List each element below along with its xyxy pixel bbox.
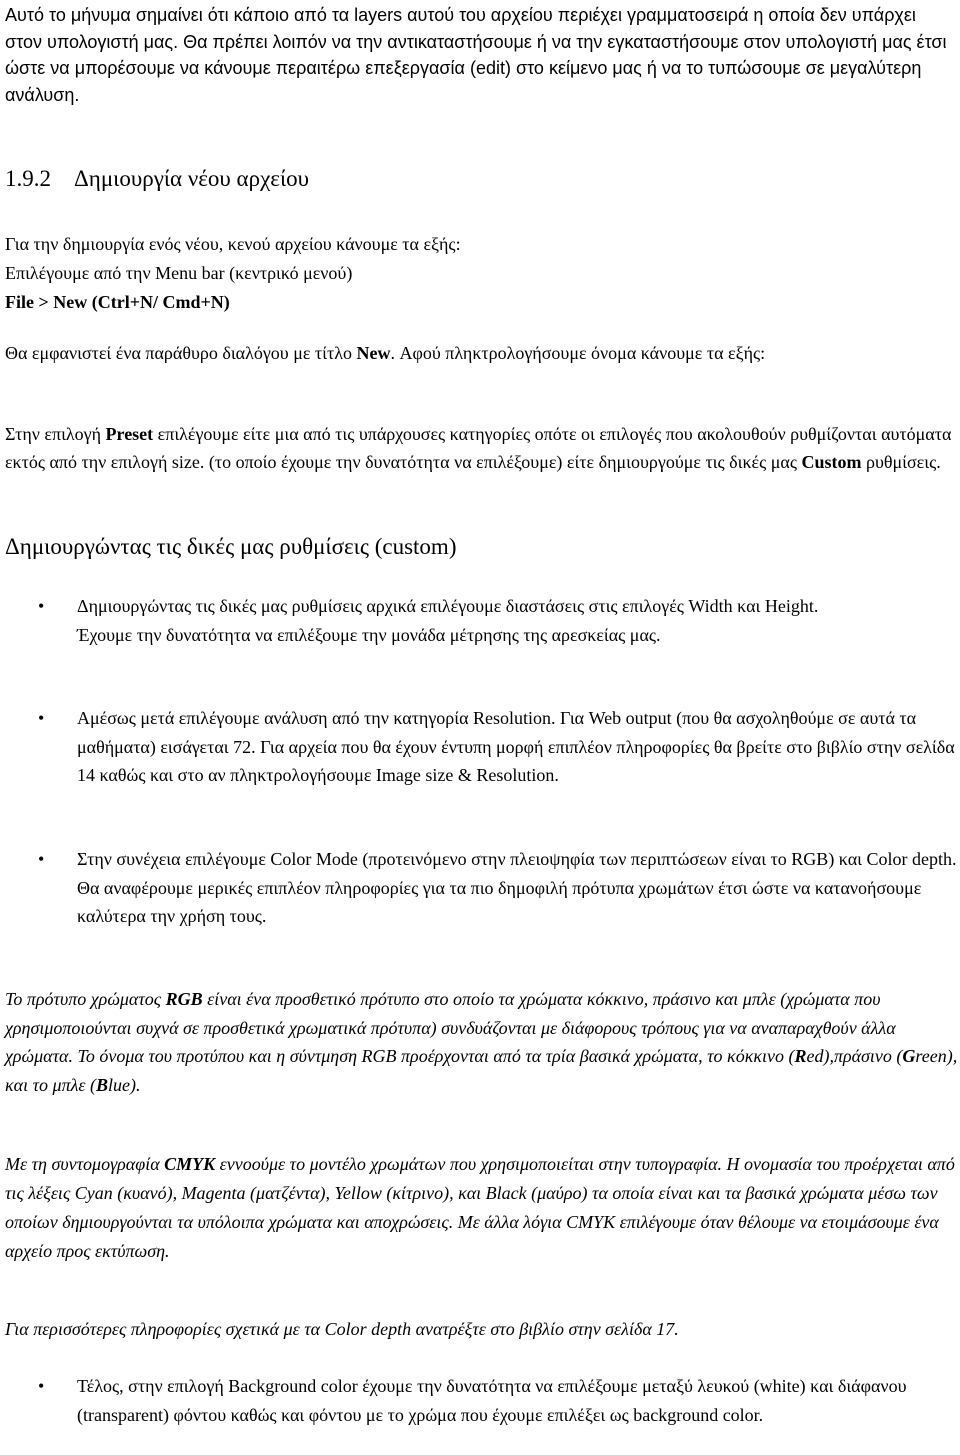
- section-number: 1.9.2: [5, 166, 51, 191]
- custom-keyword: Custom: [801, 451, 862, 472]
- preset-keyword: Preset: [105, 424, 154, 444]
- bullet-background-text: Τέλος, στην επιλογή Background color έχουμε την δυνατότητα να επιλέξουμε μεταξύ λευκού (white) και διάφανου (transparent) φόντου καθώς και φόντου με το χρώμα που έχουμε επιλέξει ως background color.: [77, 1376, 907, 1425]
- rgb-text-3: ed),πράσινο (: [806, 1046, 903, 1066]
- rgb-keyword: RGB: [165, 989, 203, 1009]
- bullet-color-mode-text: Στην συνέχεια επιλέγουμε Color Mode (προτεινόμενο στην πλειοψηφία των περιπτώσεων είναι το RGB) και Color depth.: [77, 849, 957, 869]
- rgb-letter-b: B: [95, 1074, 108, 1095]
- cmyk-text-1: Με τη συντομογραφία: [5, 1154, 165, 1174]
- bullet-dimensions-text: Δημιουργώντας τις δικές μας ρυθμίσεις αρχικά επιλέγουμε διαστάσεις στις επιλογές Width και Height.: [77, 596, 819, 616]
- dialog-paragraph: [5, 339, 960, 368]
- bullet-icon: •: [38, 708, 45, 728]
- cmyk-text-2: εννοούμε το μοντέλο χρωμάτων που χρησιμοποιείται στην τυπογραφία. Η ονομασία του προέρχεται από τις λέξεις Cyan (κυανό), Magenta (ματζέντα), Yellow (κίτρινο), και Black (μαύρο) τα οποία είναι και τα βασικά χρώματα μέσω των οποίων δημιουργούνται τα υπόλοιπα χρώματα και αποχρώσεις. Με άλλα λόγια CMYK επιλέγουμε όταν θέλουμε να ετοιμάσουμε ένα αρχείο προς εκτύπωση.: [5, 1154, 955, 1261]
- bullet-icon: •: [38, 849, 45, 869]
- preset-text-before: Στην επιλογή: [5, 424, 106, 444]
- section-heading: [5, 164, 309, 194]
- color-depth-note: Για περισσότερες πληροφορίες σχετικά με τα Color depth ανατρέξτε στο βιβλίο στην σελίδα 17.: [5, 1319, 679, 1339]
- custom-settings-heading: Δημιουργώντας τις δικές μας ρυθμίσεις (custom): [5, 534, 457, 559]
- steps-line-1: Για την δημιουργία ενός νέου, κενού αρχείου κάνουμε τα εξής:: [5, 234, 461, 254]
- dialog-text-before: Θα εμφανιστεί ένα παράθυρο διαλόγου με τίτλο: [5, 343, 357, 363]
- new-file-steps: [5, 230, 955, 317]
- cmyk-keyword: CMYK: [164, 1154, 216, 1174]
- preset-text-after: ρυθμίσεις.: [861, 451, 941, 472]
- bullet-icon: •: [38, 596, 45, 616]
- section-title: Δημιουργία νέου αρχείου: [74, 166, 310, 191]
- bullet-color-models-text: Θα αναφέρουμε μερικές επιπλέον πληροφορίες για τα πιο δημοφιλή πρότυπα χρωμάτων έτσι ώστε να κατανοήσουμε καλύτερα την χρήση τους.: [77, 877, 922, 926]
- rgb-text-5: lue).: [107, 1074, 141, 1095]
- rgb-paragraph: [5, 985, 960, 1099]
- file-menu-path: File > New (Ctrl+N/ Cmd+N): [5, 292, 230, 312]
- rgb-text-2: είναι ένα προσθετικό πρότυπο στο οποίο τα χρώματα κόκκινο, πράσινο και μπλε (χρώματα που χρησιμοποιούνται συχνά σε προσθετικά χρωματικά πρότυπα) συνδυάζονται με διάφορους τρόπους για να αναπαραχθούν άλλα χρώματα. Το όνομα του προτύπου και η σύντμηση RGB προέρχονται από τα τρία βασικά χρώματα, το κόκκινο (: [5, 989, 896, 1066]
- rgb-text-1: Το πρότυπο χρώματος: [5, 989, 166, 1009]
- rgb-letter-g: G: [902, 1046, 916, 1066]
- rgb-letter-r: R: [794, 1046, 807, 1066]
- rgb-text-4: reen), και το μπλε (: [5, 1046, 958, 1095]
- steps-line-2: Επιλέγουμε από την Menu bar (κεντρικό μενού): [5, 263, 353, 283]
- intro-paragraph: Αυτό το μήνυμα σημαίνει ότι κάποιο από τα layers αυτού του αρχείου περιέχει γραμματοσειρά η οποία δεν υπάρχει στον υπολογιστή μας. Θα πρέπει λοιπόν να την αντικαταστήσουμε ή να την εγκαταστήσουμε στον υπολογιστή μας έτσι ώστε να μπορέσουμε να κάνουμε περαιτέρω επεξεργασία (edit) στο κείμενο μας ή να το τυπώσουμε σε μεγαλύτερη ανάλυση.: [5, 5, 947, 105]
- dialog-title-new: New: [356, 343, 391, 363]
- preset-paragraph: [5, 421, 960, 476]
- bullet-units-text: Έχουμε την δυνατότητα να επιλέξουμε την μονάδα μέτρησης της αρεσκείας μας.: [77, 624, 661, 645]
- cmyk-paragraph: [5, 1150, 960, 1266]
- bullet-resolution-text: Αμέσως μετά επιλέγουμε ανάλυση από την κατηγορία Resolution. Για Web output (που θα ασχοληθούμε σε αυτά τα μαθήματα) εισάγεται 72. Για αρχεία που θα έχουν έντυπη μορφή επιπλέον πληροφορίες θα βρείτε στο βιβλίο στην σελίδα 14 καθώς και στο αν πληκτρολογήσουμε Image size & Resolution.: [77, 708, 955, 785]
- dialog-text-after: . Αφού πληκτρολογήσουμε όνομα κάνουμε τα εξής:: [390, 343, 766, 363]
- bullet-icon: •: [38, 1376, 45, 1396]
- preset-text-middle: επιλέγουμε είτε μια από τις υπάρχουσες κατηγορίες οπότε οι επιλογές που ακολουθούν ρυθμίζονται αυτόματα εκτός από την επιλογή size. (το οποίο έχουμε την δυνατότητα να επιλέξουμε) είτε δημιουργούμε τις δικές μας: [5, 424, 952, 472]
